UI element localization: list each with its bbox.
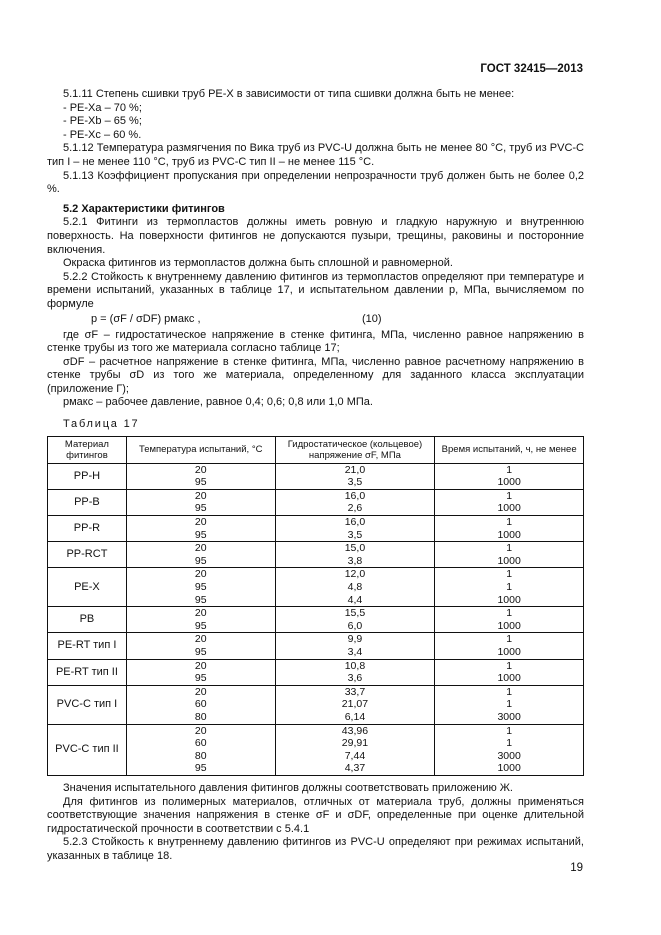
material-cell: PE-RT тип II bbox=[48, 659, 127, 685]
cell-value: 20 bbox=[194, 685, 207, 698]
stress-cell bbox=[275, 724, 435, 775]
material-cell: PVC-C тип I bbox=[48, 685, 127, 724]
paragraph: 5.2.2 Стойкость к внутреннему давлению фитингов из термопластов определяют при температуре и времени испытаний, указанных в таблице 17, и испытательном давлении p, МПа, вычисляемом по формуле bbox=[47, 270, 584, 310]
cell-value: 1000 bbox=[497, 672, 521, 685]
cell-value: 21,07 bbox=[341, 698, 369, 711]
page-number: 19 bbox=[570, 862, 583, 874]
cell-value: 1000 bbox=[497, 476, 521, 489]
stress-cell bbox=[275, 542, 435, 568]
cell-value: 3,5 bbox=[347, 528, 363, 541]
temps-cell bbox=[126, 685, 275, 724]
cell-value: 21,0 bbox=[344, 463, 366, 476]
cell-value: 20 bbox=[194, 659, 207, 672]
times-cell bbox=[435, 516, 584, 542]
cell-value: 3,4 bbox=[347, 645, 363, 658]
cell-value: 95 bbox=[194, 554, 207, 567]
table-row bbox=[48, 542, 584, 568]
paragraph: Для фитингов из полимерных материалов, отличных от материала труб, должны применяться соответствующие значения напряжения в стенке σF и σDF, определенные при оценке длительной гидростатической прочности в соответствии с 5.4.1 bbox=[47, 795, 584, 835]
cell-value: 95 bbox=[194, 672, 207, 685]
cell-value: 29,91 bbox=[341, 737, 369, 750]
cell-value: 95 bbox=[194, 476, 207, 489]
temps-cell bbox=[126, 633, 275, 659]
material-cell: PP-H bbox=[48, 463, 127, 489]
paragraph: 5.1.13 Коэффициент пропускания при определении непрозрачности труб должен быть не более 0,2 %. bbox=[47, 169, 584, 196]
list-item: - PE-Xc – 60 %. bbox=[63, 128, 142, 141]
column-header: Время испытаний, ч, не менее bbox=[435, 436, 584, 463]
paragraph: 5.2.1 Фитинги из термопластов должны иметь ровную и гладкую наружную и внутреннюю поверхность. На поверхности фитингов не допускаются пузыри, трещины, раковины и посторонние включения. bbox=[47, 216, 584, 256]
cell-value: 10,8 bbox=[344, 659, 366, 672]
cell-value: 1000 bbox=[497, 528, 521, 541]
column-header: Гидростатическое (кольцевое) напряжение σF, МПа bbox=[275, 436, 435, 463]
cell-value: 1 bbox=[506, 568, 513, 581]
table-row bbox=[48, 633, 584, 659]
stress-cell bbox=[275, 607, 435, 633]
data-table bbox=[47, 436, 584, 776]
temps-cell bbox=[126, 489, 275, 515]
cell-value: 1000 bbox=[497, 762, 521, 775]
cell-value: 20 bbox=[194, 724, 207, 737]
cell-value: 95 bbox=[194, 645, 207, 658]
paragraph: 5.2.3 Стойкость к внутреннему давлению фитингов из PVC-U определяют при режимах испытаний, указанных в таблице 18. bbox=[47, 836, 584, 862]
times-cell bbox=[435, 633, 584, 659]
cell-value: 33,7 bbox=[344, 685, 366, 698]
cell-value: 3,5 bbox=[347, 476, 363, 489]
cell-value: 1000 bbox=[497, 593, 521, 606]
cell-value: 60 bbox=[194, 698, 207, 711]
cell-value: 15,5 bbox=[344, 607, 366, 620]
cell-value: 1 bbox=[506, 633, 513, 646]
cell-value: 1000 bbox=[497, 502, 521, 515]
stress-cell bbox=[275, 685, 435, 724]
cell-value: 20 bbox=[194, 489, 207, 502]
table-header-row bbox=[48, 436, 584, 463]
cell-value: 20 bbox=[194, 463, 207, 476]
cell-value: 4,37 bbox=[344, 762, 366, 775]
column-header: Температура испытаний, °С bbox=[126, 436, 275, 463]
page-content bbox=[47, 88, 584, 863]
cell-value: 43,96 bbox=[341, 724, 369, 737]
temps-cell bbox=[126, 463, 275, 489]
cell-value: 3000 bbox=[497, 749, 521, 762]
cell-value: 1 bbox=[506, 581, 513, 593]
cell-value: 15,0 bbox=[344, 542, 366, 555]
cell-value: 1 bbox=[506, 489, 513, 502]
times-cell bbox=[435, 542, 584, 568]
material-cell: PP-R bbox=[48, 516, 127, 542]
cell-value: 80 bbox=[194, 749, 207, 762]
paragraph: где σF – гидростатическое напряжение в стенке фитинга, МПа, численно равное напряжению в стенке трубы из того же материала согласно таблице 17; bbox=[47, 328, 584, 355]
temps-cell bbox=[126, 516, 275, 542]
table-row bbox=[48, 568, 584, 607]
list-item: - PE-Xb – 65 %; bbox=[63, 115, 142, 128]
stress-cell bbox=[275, 489, 435, 515]
material-cell: PP-RCT bbox=[48, 542, 127, 568]
document-code-header: ГОСТ 32415—2013 bbox=[480, 63, 583, 75]
paragraph: 5.1.12 Температура размягчения по Вика труб из PVC-U должна быть не менее 80 °С, труб из PVC-C тип I – не менее 110 °С, труб из PVC-C тип II – не менее 115 °С. bbox=[47, 142, 584, 168]
times-cell bbox=[435, 724, 584, 775]
cell-value: 16,0 bbox=[344, 516, 366, 529]
cell-value: 95 bbox=[194, 619, 207, 632]
cell-value: 95 bbox=[194, 502, 207, 515]
stress-cell bbox=[275, 568, 435, 607]
paragraph: σDF – расчетное напряжение в стенке фитинга, МПа, численно равное расчетному напряжению в стенке трубы σD из того же материала, определенному для заданного класса эксплуатации (приложение Г); bbox=[47, 355, 584, 395]
cell-value: 1000 bbox=[497, 554, 521, 567]
temps-cell bbox=[126, 607, 275, 633]
cell-value: 4,8 bbox=[347, 581, 363, 593]
cell-value: 95 bbox=[194, 581, 207, 593]
times-cell bbox=[435, 489, 584, 515]
cell-value: 1 bbox=[506, 607, 513, 620]
material-cell: PB bbox=[48, 607, 127, 633]
cell-value: 1 bbox=[506, 659, 513, 672]
material-cell: PVC-C тип II bbox=[48, 724, 127, 775]
table-row bbox=[48, 607, 584, 633]
cell-value: 20 bbox=[194, 633, 207, 646]
table-row bbox=[48, 463, 584, 489]
material-cell: PE-RT тип I bbox=[48, 633, 127, 659]
paragraph: Значения испытательного давления фитингов должны соответствовать приложению Ж. bbox=[63, 781, 513, 794]
formula bbox=[47, 313, 584, 327]
cell-value: 1 bbox=[506, 516, 513, 529]
cell-value: 3000 bbox=[497, 710, 521, 723]
cell-value: 1 bbox=[506, 463, 513, 476]
table-row bbox=[48, 659, 584, 685]
cell-value: 3,8 bbox=[347, 554, 363, 567]
cell-value: 20 bbox=[194, 516, 207, 529]
paragraph: pмакс – рабочее давление, равное 0,4; 0,6; 0,8 или 1,0 МПа. bbox=[63, 396, 373, 409]
temps-cell bbox=[126, 568, 275, 607]
cell-value: 80 bbox=[194, 710, 207, 723]
table-row bbox=[48, 685, 584, 724]
cell-value: 1 bbox=[506, 542, 513, 555]
cell-value: 2,6 bbox=[347, 502, 363, 515]
cell-value: 20 bbox=[194, 607, 207, 620]
times-cell bbox=[435, 607, 584, 633]
times-cell bbox=[435, 463, 584, 489]
cell-value: 16,0 bbox=[344, 489, 366, 502]
cell-value: 6,14 bbox=[344, 710, 366, 723]
table-row bbox=[48, 516, 584, 542]
stress-cell bbox=[275, 463, 435, 489]
table-row bbox=[48, 724, 584, 775]
list-item: - PE-Xa – 70 %; bbox=[63, 101, 142, 114]
cell-value: 1 bbox=[506, 698, 513, 711]
table-caption: Таблица 17 bbox=[63, 418, 140, 431]
cell-value: 12,0 bbox=[344, 568, 366, 581]
stress-cell bbox=[275, 516, 435, 542]
cell-value: 6,0 bbox=[347, 619, 363, 632]
cell-value: 3,6 bbox=[347, 672, 363, 685]
cell-value: 4,4 bbox=[347, 593, 363, 606]
column-header: Материал фитингов bbox=[48, 436, 127, 463]
cell-value: 95 bbox=[194, 593, 207, 606]
cell-value: 60 bbox=[194, 737, 207, 750]
table-body bbox=[48, 463, 584, 775]
cell-value: 20 bbox=[194, 542, 207, 555]
cell-value: 1 bbox=[506, 737, 513, 750]
temps-cell bbox=[126, 659, 275, 685]
paragraph: 5.1.11 Степень сшивки труб PE-X в зависимости от типа сшивки должна быть не менее: bbox=[63, 88, 515, 100]
cell-value: 95 bbox=[194, 528, 207, 541]
cell-value: 7,44 bbox=[344, 749, 366, 762]
stress-cell bbox=[275, 633, 435, 659]
cell-value: 9,9 bbox=[347, 633, 363, 646]
cell-value: 1 bbox=[506, 685, 513, 698]
stress-cell bbox=[275, 659, 435, 685]
cell-value: 1000 bbox=[497, 619, 521, 632]
cell-value: 1000 bbox=[497, 645, 521, 658]
times-cell bbox=[435, 659, 584, 685]
formula-number: (10) bbox=[362, 312, 382, 325]
temps-cell bbox=[126, 724, 275, 775]
material-cell: PP-B bbox=[48, 489, 127, 515]
temps-cell bbox=[126, 542, 275, 568]
paragraph: Окраска фитингов из термопластов должна быть сплошной и равномерной. bbox=[63, 257, 453, 270]
times-cell bbox=[435, 568, 584, 607]
material-cell: PE-X bbox=[48, 568, 127, 607]
times-cell bbox=[435, 685, 584, 724]
cell-value: 1 bbox=[506, 724, 513, 737]
formula-text: p = (σF / σDF) pмакс , bbox=[91, 312, 201, 325]
section-title: 5.2 Характеристики фитингов bbox=[63, 202, 225, 215]
table-row bbox=[48, 489, 584, 515]
cell-value: 20 bbox=[194, 568, 207, 581]
cell-value: 95 bbox=[194, 762, 207, 775]
